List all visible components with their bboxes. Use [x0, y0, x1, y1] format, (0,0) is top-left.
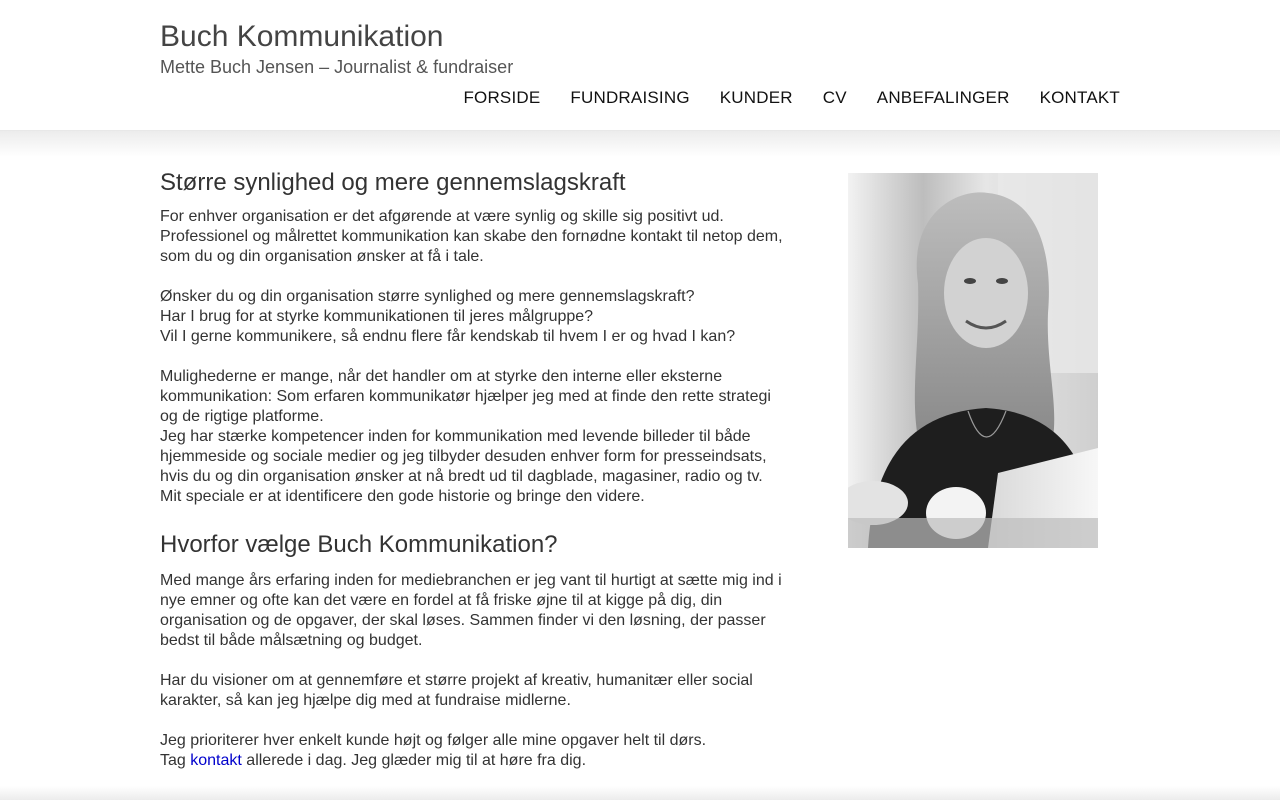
main-nav	[463, 88, 1120, 108]
main-content	[160, 167, 790, 771]
photo-eye-right	[996, 278, 1008, 284]
text-segment: allerede i dag. Jeg glæder mig til at høre fra dig.	[246, 752, 587, 769]
site-title[interactable]: Buch Kommunikation	[160, 20, 444, 53]
text-line: For enhver organisation er det afgørende at være synlig og skille sig positivt ud.	[160, 208, 724, 225]
text-line: karakter, så kan jeg hjælpe dig med at fundraise midlerne.	[160, 692, 571, 709]
text-line: Mit speciale er at identificere den gode historie og bringe den videre.	[160, 488, 645, 505]
text-line: nye emner og ofte kan det være en fordel at få friske øjne til at kigge på dig, din	[160, 592, 723, 609]
nav-item-cv[interactable]: CV	[822, 88, 847, 107]
text-line: Har du visioner om at gennemføre et større projekt af kreativ, humanitær eller social	[160, 672, 753, 689]
text-line: bedst til både målsætning og budget.	[160, 632, 423, 649]
footer-shadow	[0, 786, 1280, 800]
text-line: som du og din organisation ønsker at få i tale.	[160, 248, 484, 265]
nav-item-anbefalinger[interactable]: ANBEFALINGER	[876, 88, 1010, 107]
nav-item-kontakt[interactable]: KONTAKT	[1039, 88, 1120, 107]
site-header	[0, 0, 1280, 131]
contact-link[interactable]: kontakt	[190, 752, 242, 769]
text-line: hjemmeside og sociale medier og jeg tilbyder desuden enhver form for presseindsats,	[160, 448, 767, 465]
photo-face	[944, 238, 1028, 348]
text-line: Professionel og målrettet kommunikation kan skabe den fornødne kontakt til netop dem,	[160, 228, 783, 245]
text-line: Har I brug for at styrke kommunikationen til jeres målgruppe?	[160, 308, 594, 325]
text-line: og de rigtige platforme.	[160, 408, 324, 425]
text-segment: Tag	[160, 752, 186, 769]
text-line: Vil I gerne kommunikere, så endnu flere får kendskab til hvem I er og hvad I kan?	[160, 328, 736, 345]
photo-table	[848, 518, 1098, 548]
photo-eye-left	[964, 278, 976, 284]
portrait-illustration	[848, 173, 1098, 548]
nav-item-forside[interactable]: FORSIDE	[463, 88, 541, 107]
paragraph-visions	[160, 671, 790, 711]
header-shadow	[0, 131, 1280, 157]
paragraph-possibilities	[160, 367, 790, 507]
nav-item-kunder[interactable]: KUNDER	[719, 88, 793, 107]
heading-visibility: Større synlighed og mere gennemslagskraft	[160, 169, 626, 196]
text-line: hvis du og din organisation ønsker at nå bredt ud til dagblade, magasiner, radio og tv.	[160, 468, 763, 485]
text-line: organisation og de opgaver, der skal løses. Sammen finder vi den løsning, der passer	[160, 612, 766, 629]
text-line: Ønsker du og din organisation større synlighed og mere gennemslagskraft?	[160, 288, 695, 305]
portrait-photo	[848, 173, 1098, 548]
paragraph-contact	[160, 731, 790, 771]
paragraph-questions	[160, 287, 790, 347]
nav-item-fundraising[interactable]: FUNDRAISING	[570, 88, 690, 107]
paragraph-experience	[160, 571, 790, 651]
text-line: Mulighederne er mange, når det handler om at styrke den interne eller eksterne	[160, 368, 723, 385]
text-line: Jeg har stærke kompetencer inden for kommunikation med levende billeder til både	[160, 428, 751, 445]
text-line: Med mange års erfaring inden for mediebranchen er jeg vant til hurtigt at sætte mig ind i	[160, 572, 782, 589]
heading-why: Hvorfor vælge Buch Kommunikation?	[160, 531, 558, 558]
site-tagline: Mette Buch Jensen – Journalist & fundraiser	[160, 57, 514, 77]
text-line: Jeg prioriterer hver enkelt kunde højt og følger alle mine opgaver helt til dørs.	[160, 732, 707, 749]
text-line: kommunikation: Som erfaren kommunikatør hjælper jeg med at finde den rette strategi	[160, 388, 771, 405]
paragraph-intro	[160, 207, 790, 267]
